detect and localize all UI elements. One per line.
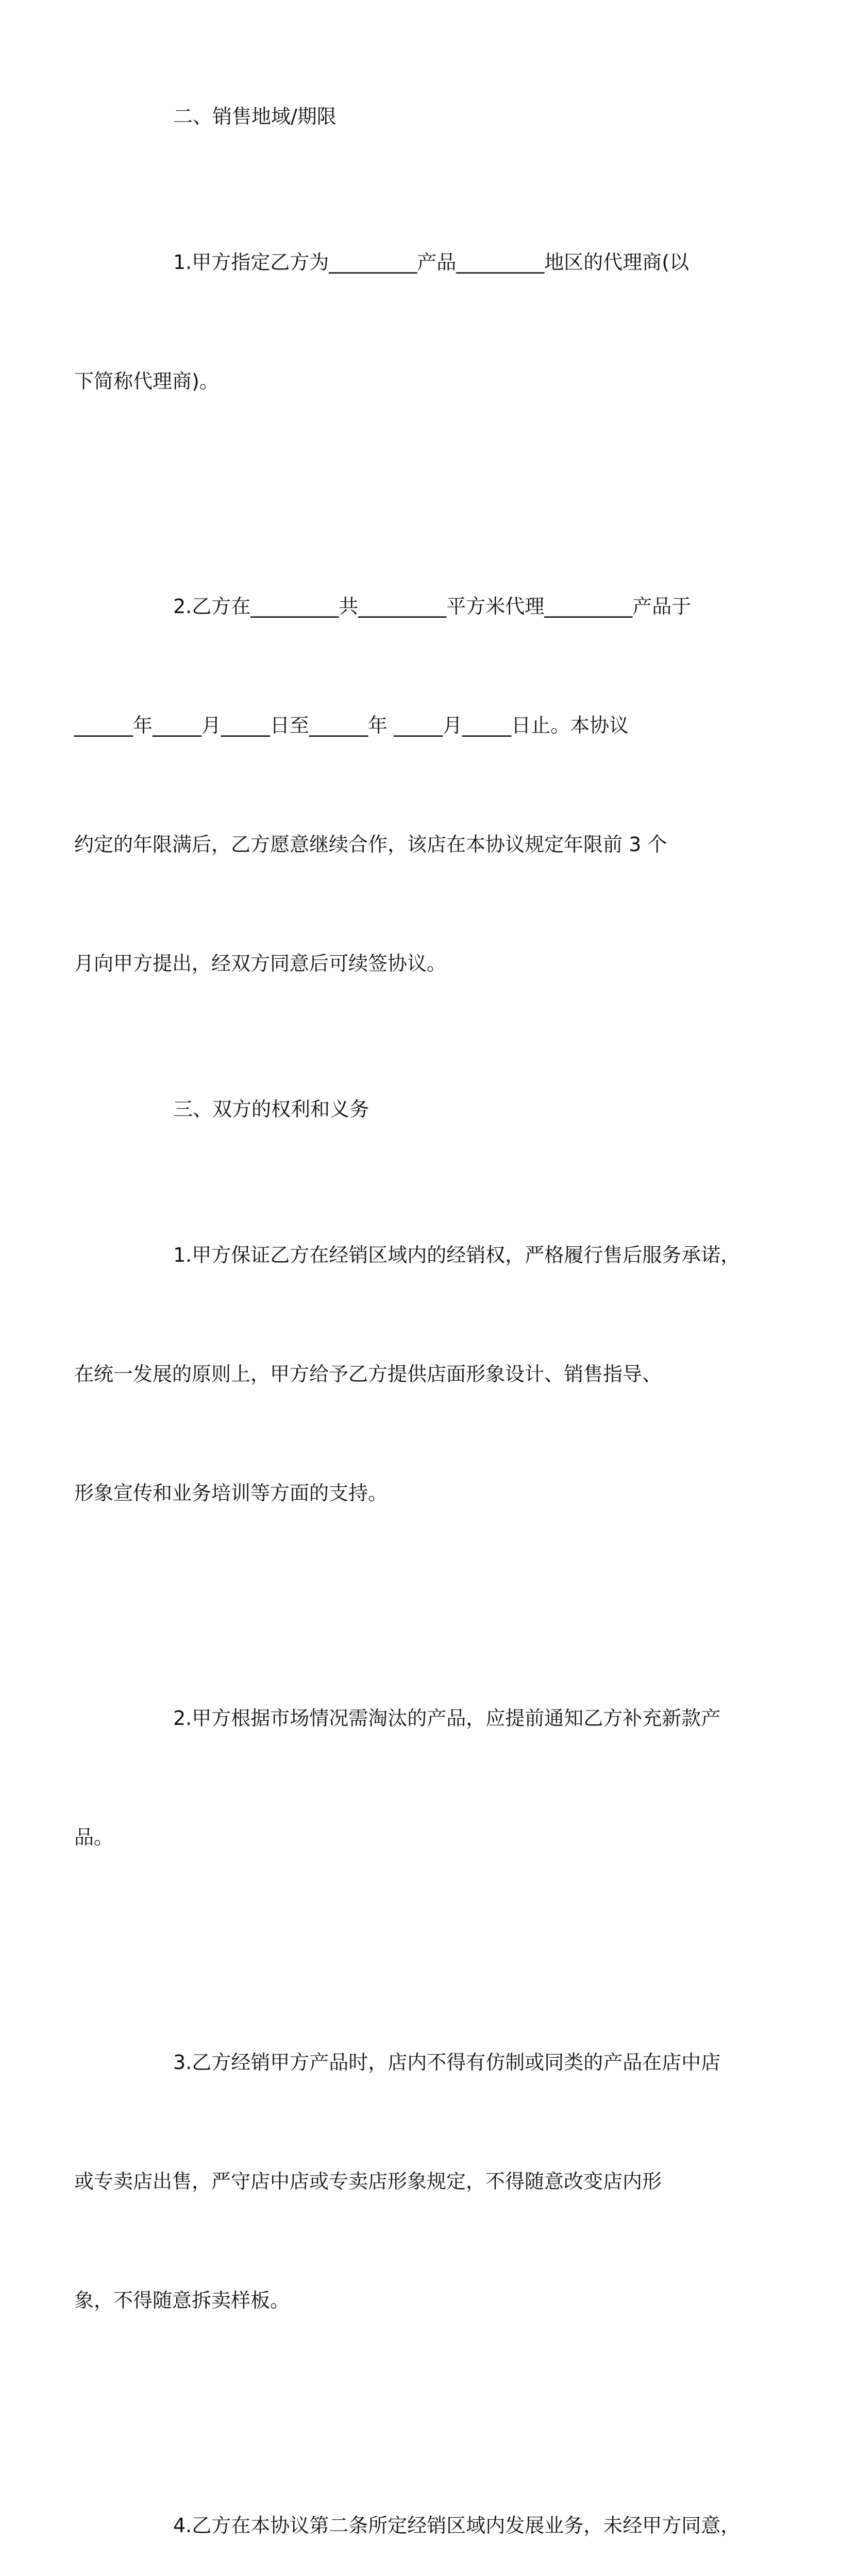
clause-line: 4.乙方在本协议第二条所定经销区域内发展业务，未经甲方同意，: [173, 2514, 741, 2537]
clause-line: ______年_____月_____日至______年 _____月_____日止。本协议: [74, 714, 629, 737]
clause-line: 象，不得随意拆卖样板。: [74, 2289, 290, 2312]
clause-line: 品。: [74, 1826, 114, 1849]
clause-3-2-product-replacement: [74, 1619, 721, 1937]
clause-line: 约定的年限满后，乙方愿意继续合作，该店在本协议规定年限前 3 个: [74, 833, 667, 856]
clause-2-1-appoint-agent: [74, 163, 721, 481]
clause-line: 2.乙方在_________共_________平方米代理_________产品于: [173, 595, 692, 618]
document-body: [74, 97, 741, 2576]
section-heading-sales-region: 二、销售地域/期限: [173, 105, 337, 128]
clause-line: 2.甲方根据市场情况需淘汰的产品，应提前通知乙方补充新款产: [173, 1707, 721, 1730]
clause-3-1-exclusive-rights: [74, 1156, 741, 1592]
clause-line: 下简称代理商)。: [74, 370, 219, 393]
section-heading-rights-obligations: 三、双方的权利和义务: [173, 1098, 369, 1121]
clause-line: 3.乙方经销甲方产品时，店内不得有仿制或同类的产品在店中店: [173, 2051, 721, 2074]
clause-line: 月向甲方提出，经双方同意后可续签协议。: [74, 952, 447, 975]
clause-2-2-term: [74, 507, 721, 1063]
clause-line: 或专卖店出售，严守店中店或专卖店形象规定，不得随意改变店内形: [74, 2170, 662, 2193]
clause-line: 形象宣传和业务培训等方面的支持。: [74, 1482, 388, 1504]
clause-3-4-territory-limits: [124, 2427, 741, 2576]
clause-line: 在统一发展的原则上，甲方给予乙方提供店面形象设计、销售指导、: [74, 1363, 662, 1385]
clause-3-3-store-rules: [74, 1963, 721, 2400]
clause-line: 1.甲方指定乙方为_________产品_________地区的代理商(以: [173, 251, 689, 274]
clause-line: 1.甲方保证乙方在经销区域内的经销权，严格履行售后服务承诺，: [173, 1244, 741, 1266]
